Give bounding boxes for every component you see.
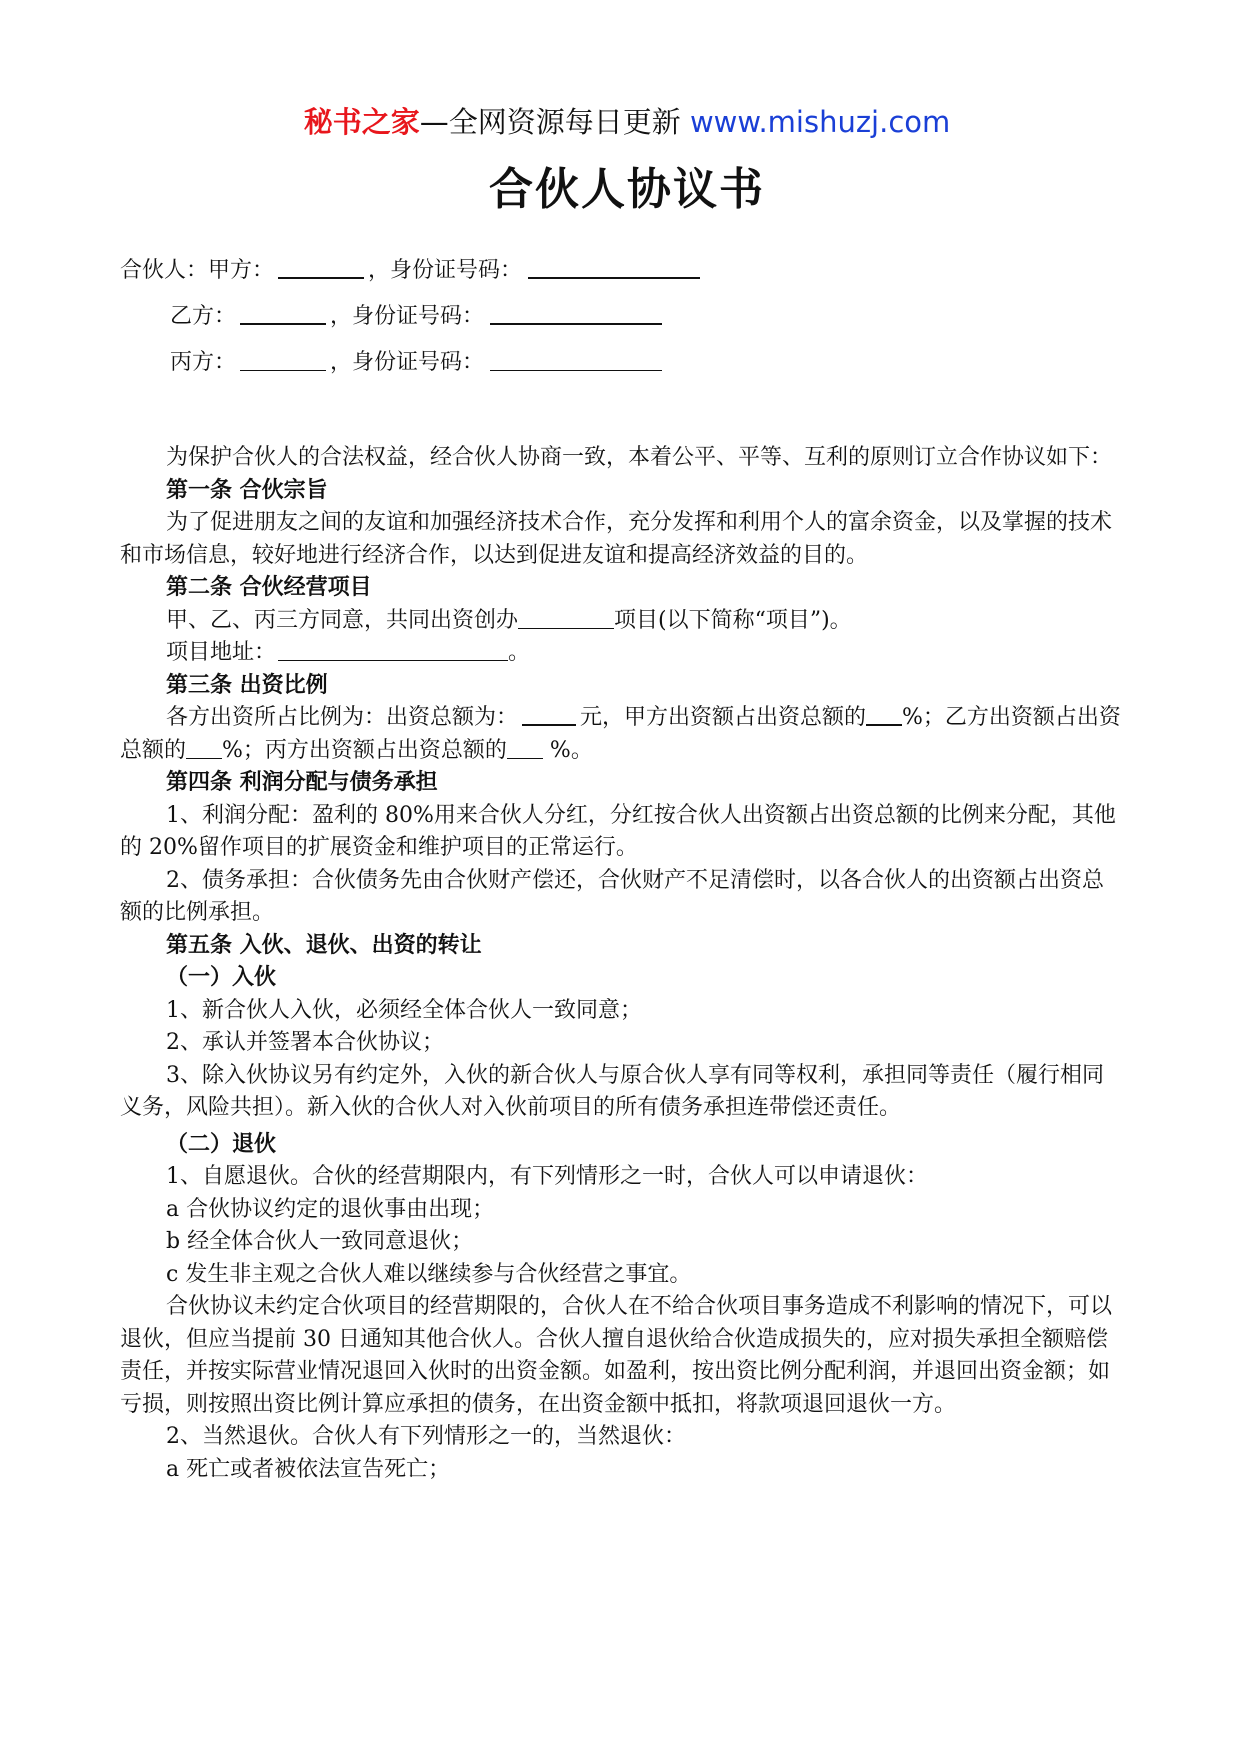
party-c-id-blank[interactable] bbox=[490, 348, 662, 371]
join-item: 2、承认并签署本合伙协议； bbox=[166, 1030, 444, 1055]
withdraw-item: c 发生非主观之合伙人难以继续参与合伙经营之事宜。 bbox=[166, 1261, 692, 1287]
party-c-percent-blank[interactable] bbox=[507, 736, 543, 759]
banner-url[interactable]: www.mishuzj.com bbox=[689, 105, 951, 139]
party-a-id-label: ，身份证号码： bbox=[368, 258, 523, 283]
party-row-a bbox=[120, 248, 1124, 294]
article-3-text bbox=[120, 702, 1124, 767]
article-5-heading: 第五条 入伙、退伙、出资的转让 bbox=[166, 932, 482, 958]
party-a-id-blank[interactable] bbox=[528, 255, 700, 279]
banner-slogan: —全网资源每日更新 bbox=[419, 105, 681, 139]
preamble-paragraph: 为保护合伙人的合法权益，经合伙人协商一致，本着公平、平等、互利的原则订立合作协议如下： bbox=[166, 445, 1113, 470]
party-row-b bbox=[120, 294, 1124, 340]
project-address-blank[interactable] bbox=[278, 638, 508, 661]
join-item: 3、除入伙协议另有约定外，入伙的新合伙人与原合伙人享有同等权利，承担同等责任（履行相同义务，风险共担）。新入伙的合伙人对入伙前项目的所有债务承担连带偿还责任。 bbox=[120, 1062, 1105, 1120]
article-3-heading: 第三条 出资比例 bbox=[166, 672, 328, 698]
article-4-debt: 2、债务承担：合伙债务先由合伙财产偿还，合伙财产不足清偿时，以各合伙人的出资额占出资总额的比例承担。 bbox=[120, 867, 1105, 925]
join-item: 1、新合伙人入伙，必须经全体合伙人一致同意； bbox=[166, 997, 642, 1023]
party-c-label: 丙方： bbox=[170, 350, 237, 375]
article-3-text-2: 元，甲方出资额占出资总额的 bbox=[580, 705, 867, 730]
banner-brand: 秘书之家 bbox=[303, 105, 420, 139]
withdraw-item: 合伙协议未约定合伙项目的经营期限的，合伙人在不给合伙项目事务造成不利影响的情况下，可以退伙，但应当提前 30 日通知其他合伙人。合伙人擅自退伙给合伙造成损失的，应对损失承担全额赔偿责任，并按实际营业情况退回入伙时的出资金额。如盈利，按出资比例分配利润，并退回出资金额；如亏损，则按照出资比例计算应承担的债务，在出资金额中抵扣，将款项退回退伙一方。 bbox=[120, 1294, 1113, 1417]
article-2-text-before: 甲、乙、丙三方同意，共同出资创办 bbox=[166, 607, 519, 633]
article-3-text-1: 各方出资所占比例为：出资总额为： bbox=[166, 705, 519, 730]
parties-block bbox=[120, 248, 1124, 386]
party-c-id-label: ，身份证号码： bbox=[330, 350, 485, 375]
party-row-c bbox=[120, 340, 1124, 386]
project-address-label: 项目地址： bbox=[166, 640, 277, 665]
article-1-heading: 第一条 合伙宗旨 bbox=[166, 477, 328, 503]
article-2-text-after: 项目(以下简称“项目”)。 bbox=[614, 607, 852, 633]
site-banner bbox=[130, 100, 1124, 144]
article-2-text bbox=[120, 605, 1124, 638]
project-name-blank[interactable] bbox=[518, 606, 614, 629]
document-title: 合伙人协议书 bbox=[489, 164, 765, 215]
article-3-text-5: %。 bbox=[542, 737, 593, 763]
withdraw-item: 1、自愿退伙。合伙的经营期限内，有下列情形之一时，合伙人可以申请退伙： bbox=[166, 1164, 928, 1189]
party-b-id-label: ，身份证号码： bbox=[330, 304, 485, 329]
article-1-text: 为了促进朋友之间的友谊和加强经济技术合作，充分发挥和利用个人的富余资金，以及掌握的技术和市场信息，较好地进行经济合作，以达到促进友谊和提高经济效益的目的。 bbox=[120, 510, 1113, 568]
party-a-name-blank[interactable] bbox=[278, 255, 364, 279]
withdraw-item: a 死亡或者被依法宣告死亡； bbox=[166, 1456, 451, 1482]
article-2-heading: 第二条 合伙经营项目 bbox=[166, 575, 372, 600]
party-b-label: 乙方： bbox=[170, 304, 237, 329]
parties-lead-label: 合伙人： bbox=[120, 258, 209, 283]
withdraw-item: 2、当然退伙。合伙人有下列情形之一的，当然退伙： bbox=[166, 1424, 686, 1449]
article-3-text-3: %；乙方出资额占出资总额的 bbox=[120, 705, 1121, 763]
agreement-body bbox=[120, 442, 1124, 1486]
article-3-text-4: %；丙方出资额占出资总额的 bbox=[222, 737, 507, 763]
party-c-name-blank[interactable] bbox=[240, 348, 326, 371]
article-5-sub-withdraw: （二）退伙 bbox=[166, 1131, 277, 1157]
party-a-percent-blank[interactable] bbox=[866, 702, 902, 726]
party-b-percent-blank[interactable] bbox=[186, 736, 222, 759]
party-a-label: 甲方： bbox=[208, 258, 275, 283]
project-address-end: 。 bbox=[508, 640, 531, 665]
withdraw-item: a 合伙协议约定的退伙事由出现； bbox=[166, 1196, 495, 1222]
article-4-profit: 1、利润分配：盈利的 80%用来合伙人分红，分红按合伙人出资额占出资总额的比例来分配，其他的 20%留作项目的扩展资金和维护项目的正常运行。 bbox=[120, 802, 1116, 860]
article-5-sub-join: （一）入伙 bbox=[166, 965, 277, 990]
article-4-heading: 第四条 利润分配与债务承担 bbox=[166, 770, 438, 795]
withdraw-item: b 经全体合伙人一致同意退伙； bbox=[166, 1229, 474, 1254]
article-2-address bbox=[120, 637, 1124, 670]
party-b-id-blank[interactable] bbox=[490, 301, 662, 325]
party-b-name-blank[interactable] bbox=[240, 301, 326, 325]
total-capital-blank[interactable] bbox=[522, 702, 576, 726]
